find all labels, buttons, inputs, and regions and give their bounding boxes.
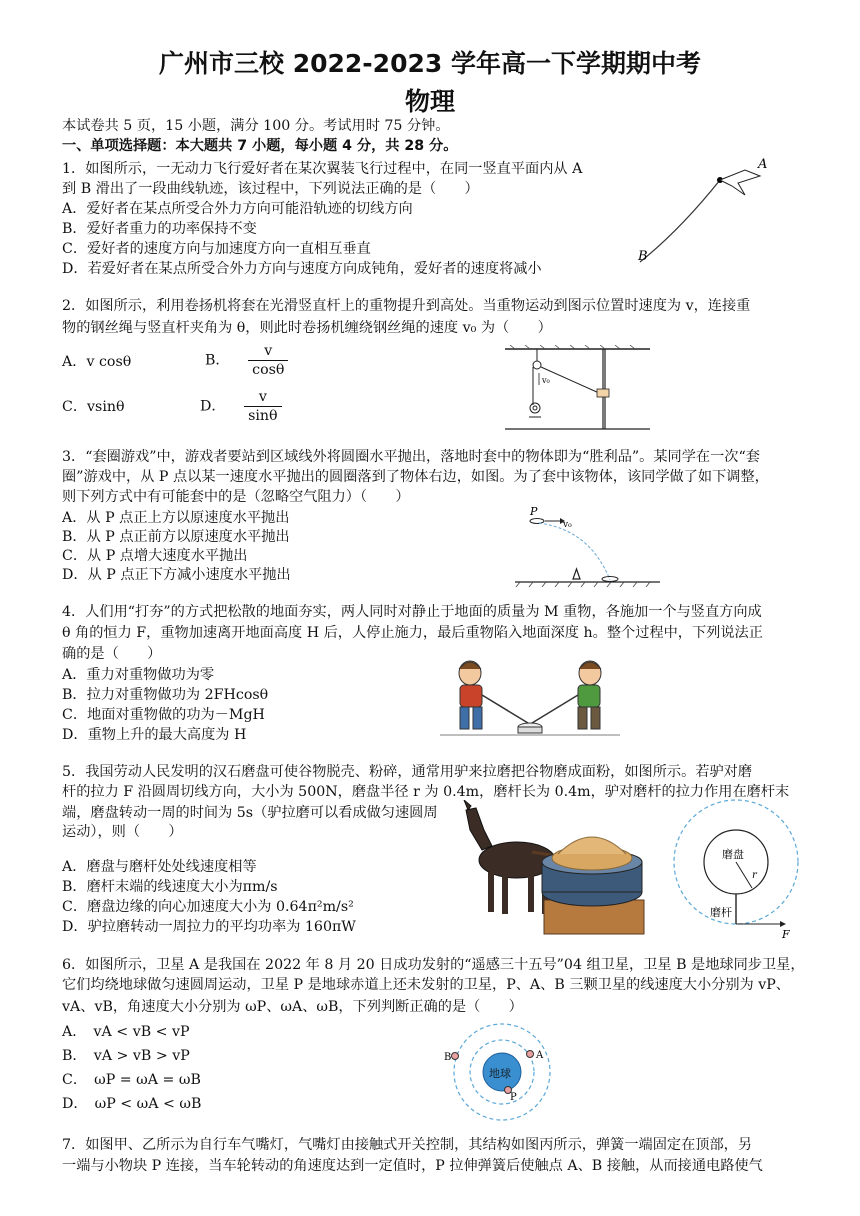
q4-stem-3: 确的是（ ） (62, 646, 162, 662)
q4-stem-1: 4．人们用“打夯”的方式把松散的地面夯实，两人同时对静止于地面的质量为 M 重物，各施加一个与竖直方向成 (62, 604, 762, 620)
q6-stem-3: vA、vB，角速度大小分别为 ωP、ωA、ωB，下列判断正确的是（ ） (62, 999, 523, 1015)
q2-option-d: D． $\frac{v}{\sin\theta}$ (200, 388, 282, 425)
q2-option-b-num: v (248, 342, 288, 361)
q7-stem-2: 一端与小物块 P 连接，当车轮转动的角速度达到一定值时，P 拉伸弹簧后使触点 A、B 接触，从而接通电路使气 (62, 1158, 763, 1174)
q1-label-a: A (758, 157, 768, 172)
q7-stem-1: 7．如图甲、乙所示为自行车气嘴灯，气嘴灯由接触式开关控制，其结构如图丙所示，弹簧一端固定在顶部，另 (62, 1137, 753, 1153)
q5-option-a: A．磨盘与磨杆处处线速度相等 (62, 859, 257, 875)
q6-label-earth: 地球 (489, 1067, 511, 1080)
q6-figure (440, 1020, 570, 1125)
q6-option-a: A． vA < vB < vP (62, 1024, 190, 1040)
q2-option-b-den: cosθ (252, 362, 285, 378)
q4-option-a: A．重力对重物做功为零 (62, 667, 215, 683)
q2-option-d-den: sinθ (248, 408, 278, 424)
q5-option-b: B．磨杆末端的线速度大小为πm/s (62, 879, 278, 895)
q6-label-a: A (536, 1050, 544, 1061)
q3-figure (515, 505, 665, 595)
q4-stem-2: θ 角的恒力 F，重物加速离开地面高度 H 后，人停止施力，最后重物陷入地面深度 h。整个过程中，下列说法正 (62, 625, 763, 641)
q2-label-v0: v₀ (542, 376, 550, 385)
q1-stem-1: 1．如图所示，一无动力飞行爱好者在某次翼装飞行过程中，在同一竖直平面内从 A (62, 161, 583, 177)
exam-subject: 物理 (404, 87, 455, 116)
q6-label-b: B (444, 1052, 452, 1063)
q3-label-v0: v₀ (563, 520, 572, 530)
q6-stem-1: 6．如图所示，卫星 A 是我国在 2022 年 8 月 20 日成功发射的“遥感三十五号”04 组卫星，卫星 B 是地球同步卫星， (62, 957, 805, 973)
q5-mill-diagram (672, 792, 802, 942)
q6-option-d: D． ωP < ωA < ωB (62, 1096, 202, 1112)
q6-option-c: C． ωP = ωA = ωB (62, 1072, 201, 1088)
exam-intro: 本试卷共 5 页，15 小题，满分 100 分。考试用时 75 分钟。 (62, 118, 450, 134)
q1-option-d: D．若爱好者在某点所受合外力方向与速度方向成钝角，爱好者的速度将减小 (62, 261, 542, 277)
q5-stem-1: 5．我国劳动人民发明的汉石磨盘可使谷物脱壳、粉碎，通常用驴来拉磨把谷物磨成面粉，如图所示。若驴对磨 (62, 764, 753, 780)
q1-option-b: B．爱好者重力的功率保持不变 (62, 221, 257, 237)
q2-stem-2: 物的钢丝绳与竖直杆夹角为 θ，则此时卷扬机缠绕钢丝绳的速度 v₀ 为（ ） (62, 320, 552, 336)
q5-label-r: r (752, 870, 757, 881)
q5-label-disk: 磨盘 (722, 848, 744, 861)
q3-option-b: B．从 P 点正前方以原速度水平抛出 (62, 529, 290, 545)
q4-option-c: C．地面对重物做的功为－MgH (62, 707, 265, 723)
q2-option-c: C．vsinθ (62, 399, 125, 415)
q1-option-a: A．爱好者在某点所受合外力方向可能沿轨迹的切线方向 (62, 201, 413, 217)
q3-stem-3: 则下列方式中有可能套中的是（忽略空气阻力）（ ） (62, 489, 410, 505)
q2-option-c-expr: vsinθ (87, 399, 125, 415)
q5-label-rod: 磨杆 (710, 906, 732, 919)
q2-stem-1: 2．如图所示，利用卷扬机将套在光滑竖直杆上的重物提升到高处。当重物运动到图示位置时速度为 v，连接重 (62, 298, 751, 314)
q3-stem-2: 圈”游戏中，从 P 点以某一速度水平抛出的圆圈落到了物体右边，如图。为了套中该物体，该同学做了如下调整， (62, 469, 769, 485)
q5-stem-3: 端，磨盘转动一周的时间为 5s（驴拉磨可以看成做匀速圆周 (62, 805, 438, 821)
q3-label-p: P (530, 505, 538, 518)
section-heading: 一、单项选择题：本大题共 7 小题，每小题 4 分，共 28 分。 (62, 138, 458, 154)
q2-option-b: B． $\frac{v}{\cos\theta}$ (205, 342, 288, 379)
q5-stem-2: 杆的拉力 F 沿圆周切线方向，大小为 500N，磨盘半径 r 为 0.4m，磨杆长为 0.4m，驴对磨杆的拉力作用在磨杆末 (62, 784, 790, 800)
q2-option-a: A．v cosθ (62, 354, 132, 370)
q5-option-d: D．驴拉磨转动一周拉力的平均功率为 160πW (62, 919, 356, 935)
q6-stem-2: 它们均绕地球做匀速圆周运动，卫星 P 是地球赤道上还未发射的卫星，P、A、B 三颗卫星的线速度大小分别为 vP、 (62, 977, 790, 993)
q4-figure (440, 655, 620, 743)
q2-option-a-expr: v cosθ (86, 354, 132, 370)
q2-figure (505, 345, 655, 435)
q5-label-f: F (782, 928, 790, 941)
q5-stem-4: 运动），则（ ） (62, 824, 183, 840)
q3-option-d: D．从 P 点正下方减小速度水平抛出 (62, 567, 291, 583)
q1-label-b: B (638, 249, 648, 264)
q5-donkey-figure (462, 800, 647, 938)
q5-option-c: C．磨盘边缘的向心加速度大小为 0.64π²m/s² (62, 899, 354, 915)
q4-option-b: B．拉力对重物做功为 2FHcosθ (62, 687, 269, 703)
q6-option-b: B． vA > vB > vP (62, 1048, 190, 1064)
q3-option-c: C．从 P 点增大速度水平抛出 (62, 548, 248, 564)
q2-option-d-num: v (244, 388, 282, 407)
q3-option-a: A．从 P 点正上方以原速度水平抛出 (62, 510, 290, 526)
q1-figure (620, 150, 780, 270)
q3-stem-1: 3．“套圈游戏”中，游戏者要站到区域线外将圆圈水平抛出，落地时套中的物体即为“胜利品”。某同学在一次“套 (62, 449, 760, 465)
q1-stem-2: 到 B 滑出了一段曲线轨迹，该过程中，下列说法正确的是（ ） (62, 181, 479, 197)
q6-label-p: P (510, 1092, 517, 1103)
exam-title: 广州市三校 2022-2023 学年高一下学期期中考 (159, 49, 701, 78)
q4-option-d: D．重物上升的最大高度为 H (62, 727, 247, 743)
q1-option-c: C．爱好者的速度方向与加速度方向一直相互垂直 (62, 241, 371, 257)
